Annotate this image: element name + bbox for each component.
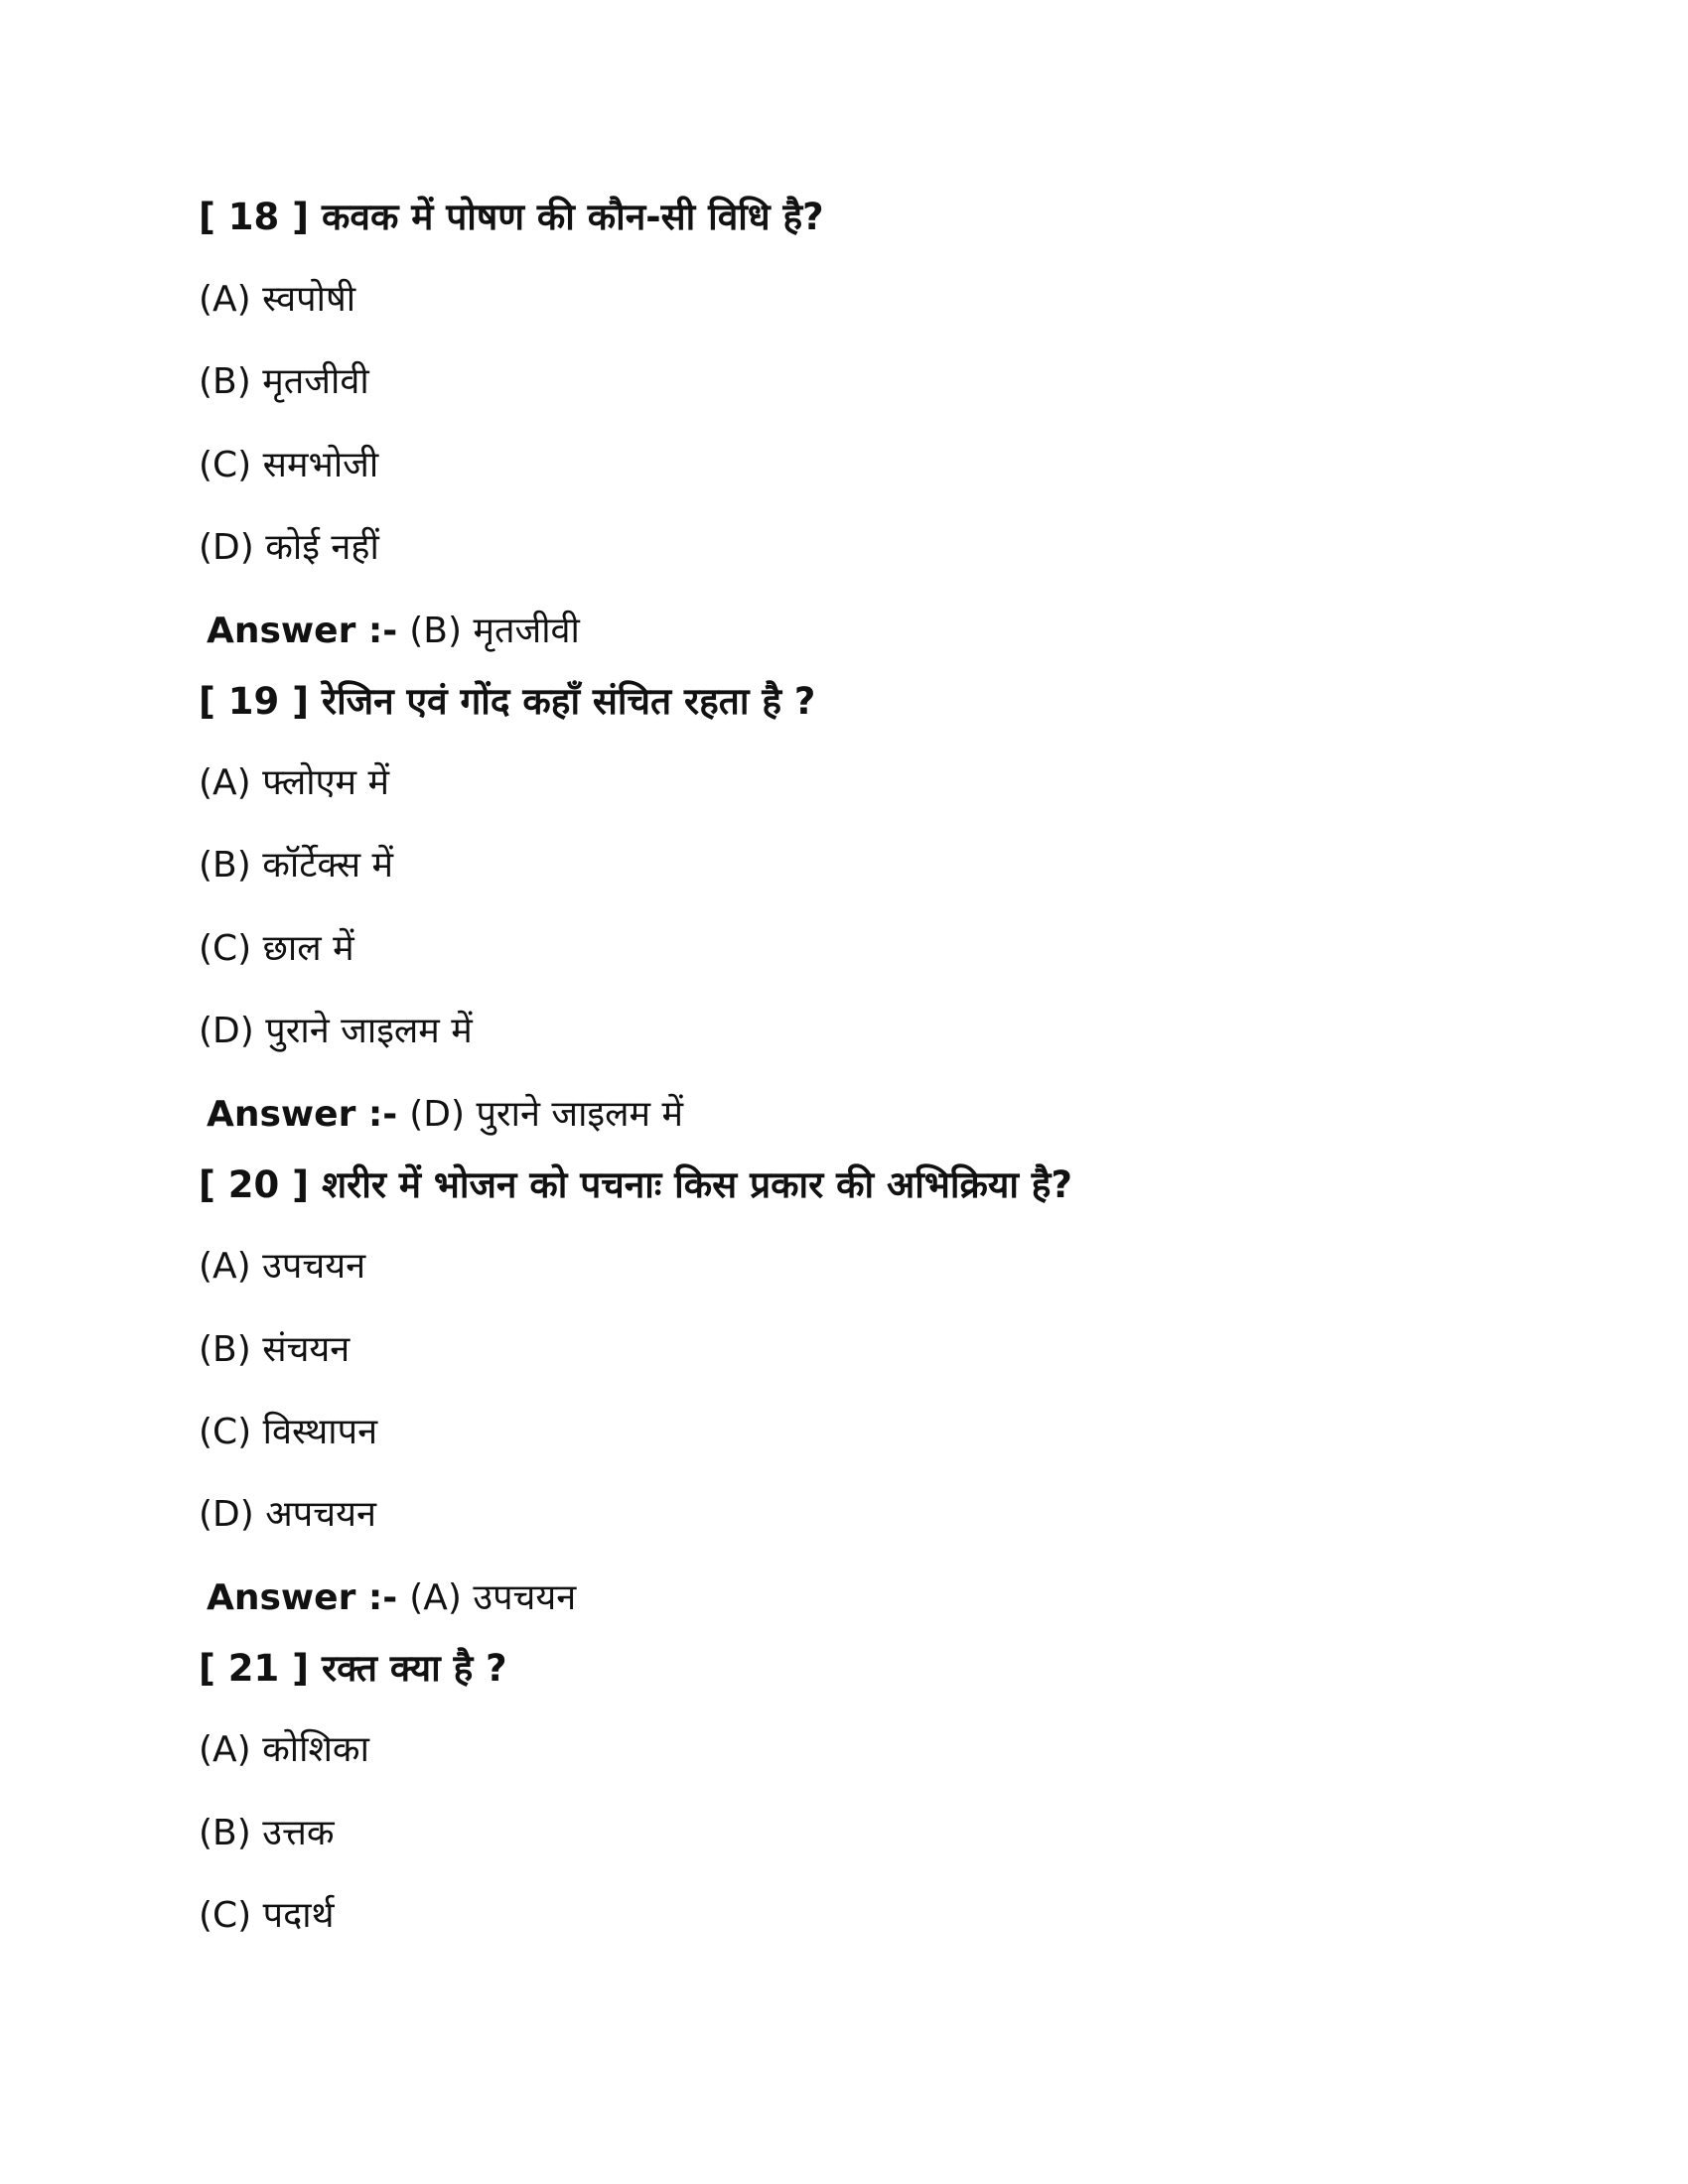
- question-20-option-d: (D) अपचयन: [199, 1494, 376, 1535]
- question-19-option-c: (C) छाल में: [199, 928, 354, 969]
- question-18-option-b: (B) मृतजीवी: [199, 361, 369, 402]
- question-20-option-c: (C) विस्थापन: [199, 1412, 378, 1452]
- question-21-option-a: (A) कोशिका: [199, 1729, 369, 1770]
- answer-value: (A) उपचयन: [409, 1577, 577, 1618]
- answer-label: Answer :-: [207, 1577, 398, 1618]
- question-18-option-d: (D) कोई नहीं: [199, 527, 379, 568]
- answer-value: (D) पुराने जाइलम में: [409, 1094, 684, 1135]
- question-21-option-b: (B) उत्तक: [199, 1813, 335, 1853]
- question-18-option-c: (C) समभोजी: [199, 445, 379, 485]
- answer-label: Answer :-: [207, 1094, 398, 1135]
- question-19-answer: [207, 1094, 684, 1135]
- question-19-option-d: (D) पुराने जाइलम में: [199, 1011, 473, 1051]
- question-20-title: [ 20 ] शरीर में भोजन को पचनाः किस प्रकार की अभिक्रिया है?: [199, 1163, 1072, 1206]
- question-20-option-a: (A) उपचयन: [199, 1246, 366, 1287]
- question-21-option-c: (C) पदार्थ: [199, 1895, 335, 1936]
- question-18-title: [ 18 ] कवक में पोषण की कौन-सी विधि है?: [199, 196, 824, 238]
- question-21-title: [ 21 ] रक्त क्या है ?: [199, 1647, 507, 1690]
- question-19-title: [ 19 ] रेजिन एवं गोंद कहाँ संचित रहता है ?: [199, 680, 816, 723]
- answer-value: (B) मृतजीवी: [409, 611, 580, 651]
- question-18-option-a: (A) स्वपोषी: [199, 279, 356, 320]
- question-19-option-b: (B) कॉर्टेक्स में: [199, 845, 394, 886]
- answer-label: Answer :-: [207, 611, 398, 651]
- question-20-answer: [207, 1577, 577, 1618]
- question-19-option-a: (A) फ्लोएम में: [199, 762, 390, 803]
- question-20-option-b: (B) संचयन: [199, 1329, 351, 1370]
- question-18-answer: [207, 611, 580, 651]
